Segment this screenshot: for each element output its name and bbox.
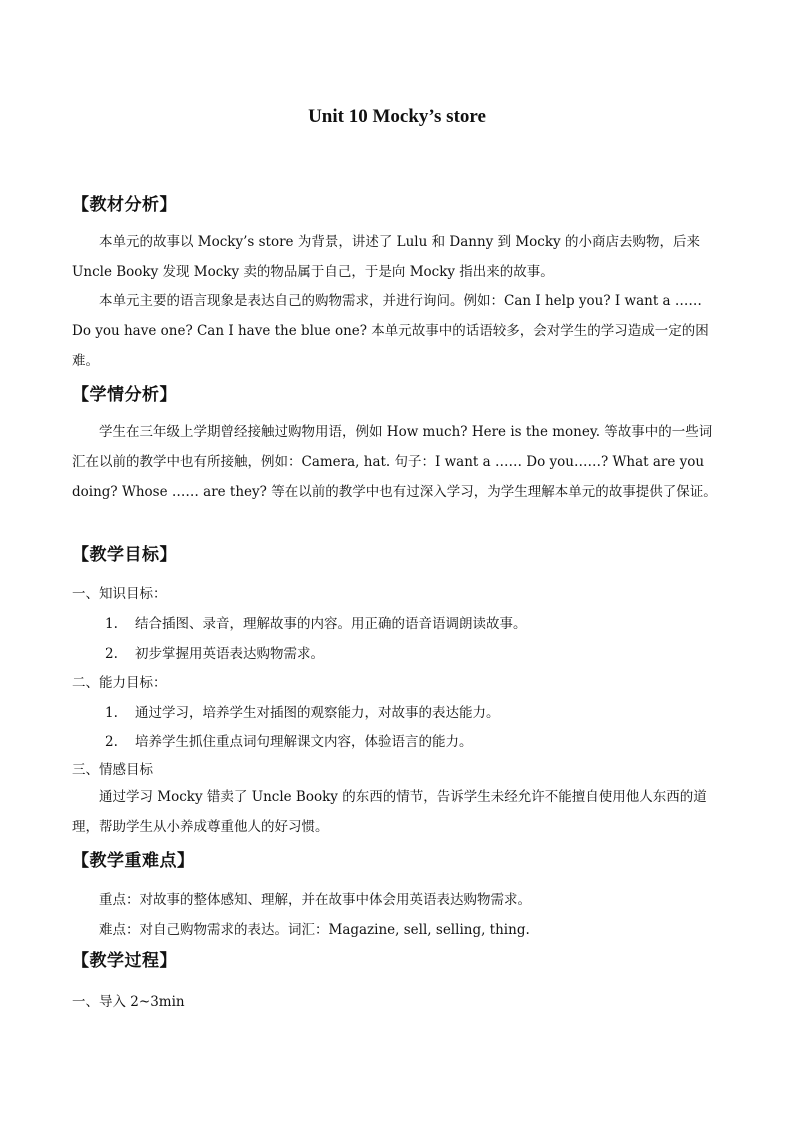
heading-teaching-process: 【教学过程】 <box>72 951 177 971</box>
emotion-objective-paragraph: 通过学习 Mocky 错卖了 Uncle Booky 的东西的情节，告诉学生未经允许不能擅自使用他人东西的道理，帮助学生从小养成尊重他人的好习惯。 <box>72 789 707 835</box>
item-number: 1. <box>105 616 118 632</box>
item-number: 2. <box>105 646 118 662</box>
ability-objective-label: 二、能力目标： <box>72 675 167 691</box>
knowledge-objective-item <box>105 642 324 662</box>
knowledge-objective-label: 一、知识目标： <box>72 586 167 602</box>
item-text: 结合插图、录音，理解故事的内容。用正确的语音语调朗读故事。 <box>135 616 527 632</box>
emotion-objective-label: 三、情感目标 <box>72 762 153 778</box>
item-text: 通过学习，培养学生对插图的观察能力，对故事的表达能力。 <box>135 705 500 721</box>
ability-objective-item <box>105 730 473 750</box>
item-text: 培养学生抓住重点词句理解课文内容，体验语言的能力。 <box>135 734 473 750</box>
ability-objective-item <box>105 701 500 721</box>
textbook-analysis-paragraph-2: 本单元主要的语言现象是表达自己的购物需求，并进行询问。例如：Can I help you? I want a …… Do you have one? Can I have the blue one? 本单元故事中的话语较多，会对学生的学习造成一定的困难。 <box>72 293 709 369</box>
knowledge-objective-item <box>105 612 527 632</box>
difficult-point-text: 难点：对自己购物需求的表达。词汇：Magazine, sell, selling, thing. <box>99 922 530 938</box>
document-title: Unit 10 Mocky’s store <box>308 106 486 127</box>
textbook-analysis-paragraph-1: 本单元的故事以 Mocky’s store 为背景，讲述了 Lulu 和 Danny 到 Mocky 的小商店去购物，后来 Uncle Booky 发现 Mocky 卖的物品属于自己，于是向 Mocky 指出来的故事。 <box>72 234 700 280</box>
heading-student-analysis: 【学情分析】 <box>72 385 177 405</box>
process-step-introduction: 一、导入 2~3min <box>72 994 185 1010</box>
heading-key-difficult-points: 【教学重难点】 <box>72 851 195 871</box>
item-number: 1. <box>105 705 118 721</box>
item-text: 初步掌握用英语表达购物需求。 <box>135 646 324 662</box>
heading-textbook-analysis: 【教材分析】 <box>72 195 177 215</box>
item-number: 2. <box>105 734 118 750</box>
student-analysis-paragraph: 学生在三年级上学期曾经接触过购物用语，例如 How much? Here is the money. 等故事中的一些词汇在以前的教学中也有所接触，例如：Camera, hat. 句子：I want a …… Do you……? What are you doing? Whose …… are they? 等在以前的教学中也有过深入学习，为学生理解本单元的故事提供了保证。 <box>72 424 717 500</box>
key-point-text: 重点：对故事的整体感知、理解，并在故事中体会用英语表达购物需求。 <box>99 892 531 908</box>
heading-teaching-objectives: 【教学目标】 <box>72 545 177 565</box>
